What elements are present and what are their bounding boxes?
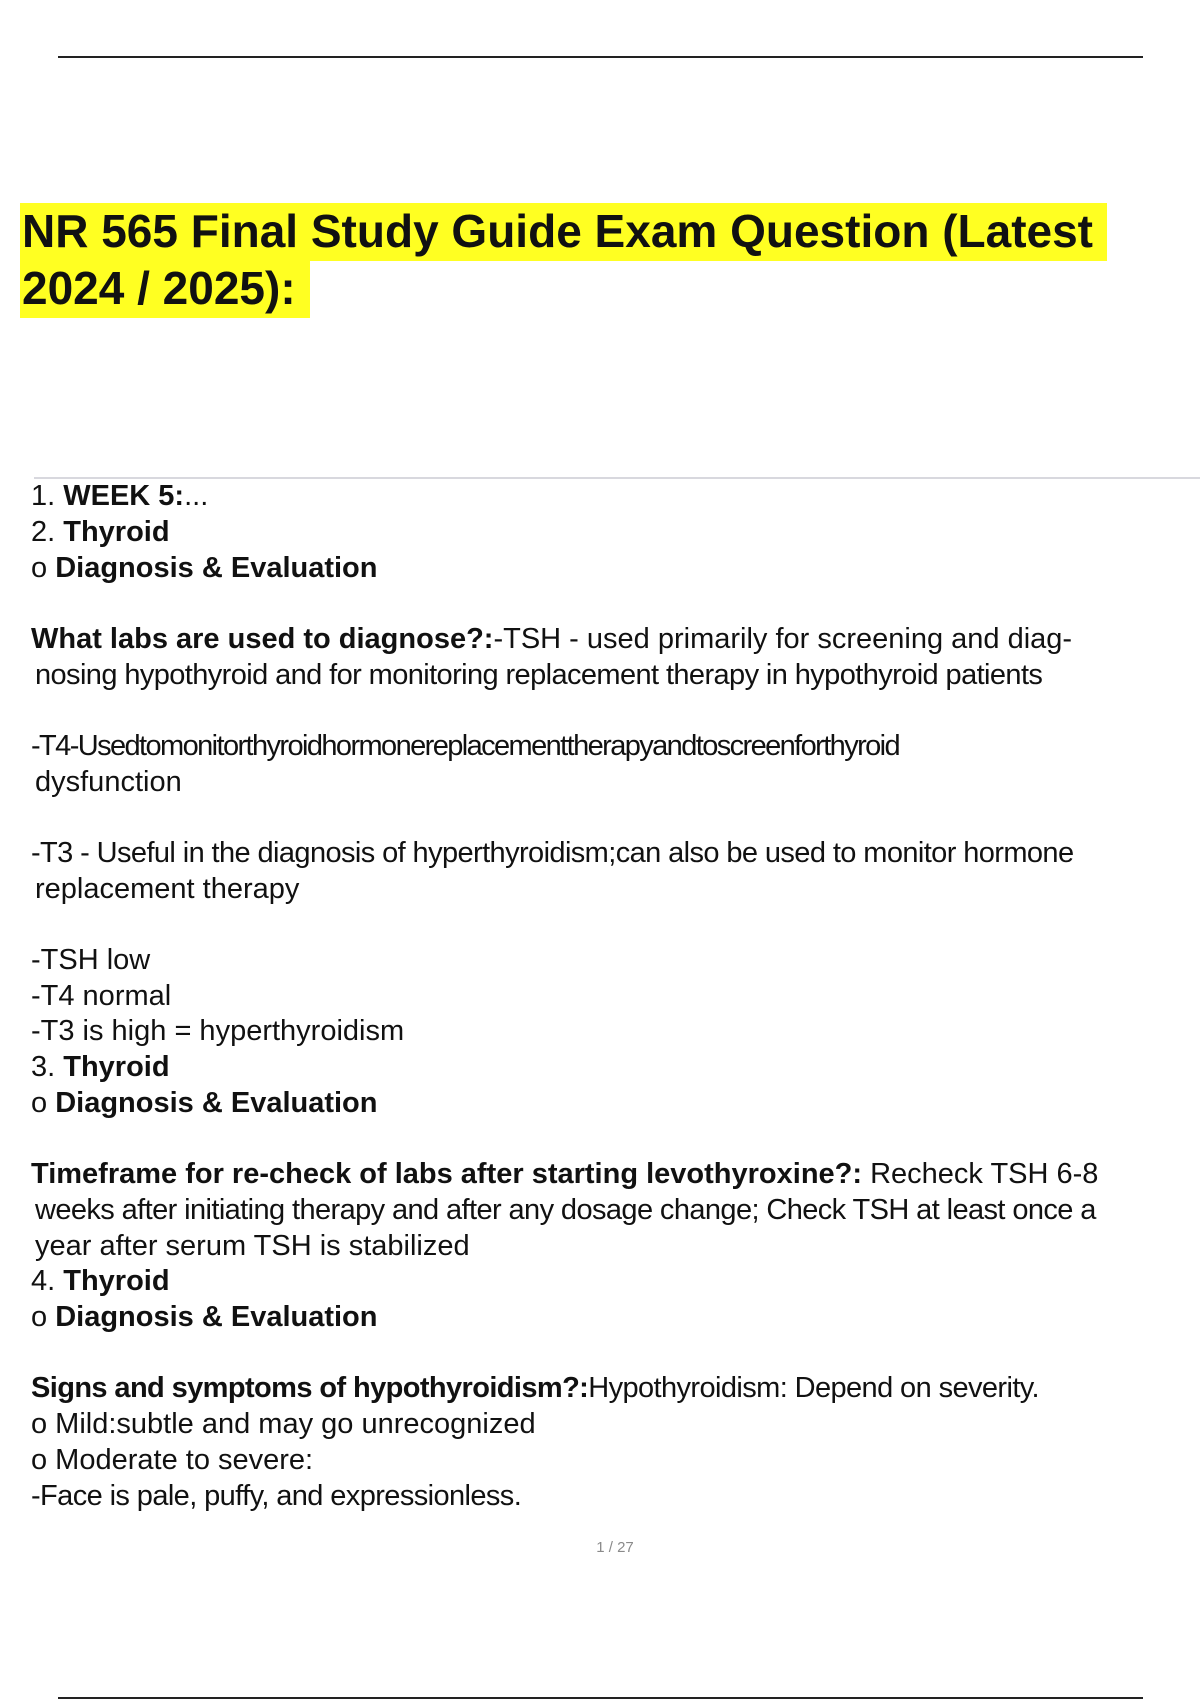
question-1-line-7: -TSH low xyxy=(31,944,151,976)
list-item-4-subheading xyxy=(31,1299,1200,1335)
list-item-2-subheading xyxy=(31,550,1200,586)
question-1-line-9: -T3 is high = hyperthyroidism xyxy=(31,1015,405,1047)
list-item-3-subheading xyxy=(31,1085,1200,1121)
question-3-line-1 xyxy=(31,1370,1200,1406)
question-1-line-6: replacement therapy xyxy=(35,873,300,905)
question-1-line-1 xyxy=(31,621,1200,657)
question-1-line-3: -T4-Usedtomonitorthyroidhormonereplacementtherapyandtoscreenforthyroid xyxy=(31,730,900,762)
item-label: Thyroid xyxy=(63,516,170,548)
question-3-line-4: -Face is pale, puffy, and expressionless. xyxy=(31,1480,522,1512)
question-label: Signs and symptoms of hypothyroidism?: xyxy=(31,1372,589,1404)
list-item-2 xyxy=(31,514,1200,550)
list-item-1 xyxy=(31,478,1200,514)
subheading-text: Diagnosis & Evaluation xyxy=(55,1301,378,1333)
question-1-line-2: nosing hypothyroid and for monitoring replacement therapy in hypothyroid patients xyxy=(35,659,1043,691)
question-label: Timeframe for re-check of labs after starting levothyroxine?: xyxy=(31,1158,863,1190)
title-line-2: 2024 / 2025): xyxy=(22,262,296,314)
item-number: 3. xyxy=(31,1051,56,1083)
sub-bullet: o xyxy=(31,552,48,584)
item-number: 4. xyxy=(31,1265,56,1297)
question-label: What labs are used to diagnose?: xyxy=(31,623,494,655)
subheading-text: Diagnosis & Evaluation xyxy=(55,552,378,584)
item-label: Thyroid xyxy=(63,1265,170,1297)
answer-text: Recheck TSH 6-8 xyxy=(862,1158,1099,1190)
item-label: Thyroid xyxy=(63,1051,170,1083)
list-item-3 xyxy=(31,1049,1200,1085)
item-number: 2. xyxy=(31,516,56,548)
question-3-line-2: o Mild:subtle and may go unrecognized xyxy=(31,1408,536,1440)
question-2-line-3: year after serum TSH is stabilized xyxy=(35,1230,470,1262)
question-2-line-2: weeks after initiating therapy and after any dosage change; Check TSH at least once a xyxy=(35,1194,1096,1226)
question-2-line-1 xyxy=(31,1156,1200,1192)
answer-text: Hypothyroidism: Depend on severity. xyxy=(588,1372,1039,1404)
list-item-4 xyxy=(31,1263,1200,1299)
sub-bullet: o xyxy=(31,1301,48,1333)
sub-bullet: o xyxy=(31,1087,48,1119)
title-line-1: NR 565 Final Study Guide Exam Question (Latest xyxy=(22,205,1094,257)
answer-text: -TSH - used primarily for screening and diag- xyxy=(493,623,1073,655)
question-1-line-4: dysfunction xyxy=(35,766,182,798)
question-3-line-3: o Moderate to severe: xyxy=(31,1444,314,1476)
question-1-line-8: -T4 normal xyxy=(31,980,172,1012)
question-1-line-5: -T3 - Useful in the diagnosis of hyperthyroidism;can also be used to monitor hormone xyxy=(31,837,1074,869)
subheading-text: Diagnosis & Evaluation xyxy=(55,1087,378,1119)
bottom-rule xyxy=(58,1697,1143,1699)
item-number: 1. xyxy=(31,480,56,512)
item-label: WEEK 5: xyxy=(63,480,185,512)
item-ellipsis: ... xyxy=(184,480,209,512)
page-indicator: 1 / 27 xyxy=(596,1539,634,1556)
